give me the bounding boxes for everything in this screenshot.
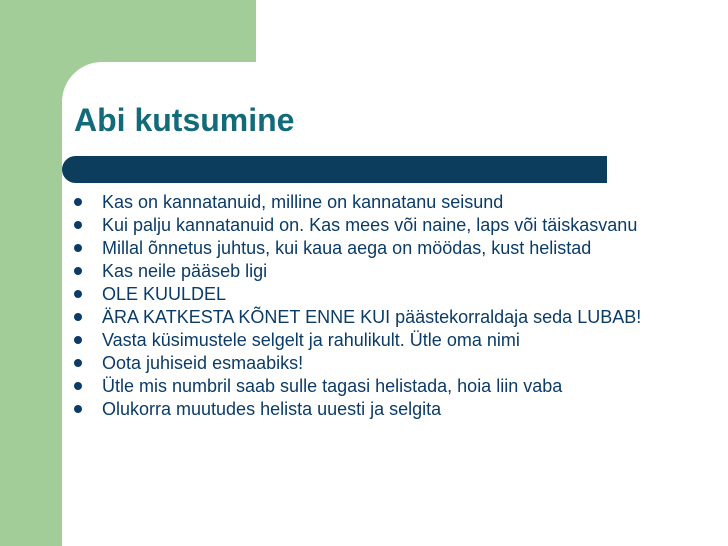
bullet-dot-icon [74, 359, 82, 367]
bullet-item [74, 286, 674, 302]
bullet-item [74, 263, 674, 279]
bullet-text: Kas neile pääseb ligi [102, 261, 268, 281]
bullet-item [74, 401, 674, 417]
bullet-list [74, 194, 674, 424]
bullet-item [74, 378, 674, 394]
bullet-item [74, 240, 674, 256]
bullet-dot-icon [74, 405, 82, 413]
bullet-item [74, 355, 674, 371]
bullet-text: ÄRA KATKESTA KÕNET ENNE KUI päästekorraldaja seda LUBAB! [102, 307, 642, 327]
bullet-dot-icon [74, 290, 82, 298]
bullet-text: Kui palju kannatanuid on. Kas mees või naine, laps või täiskasvanu [102, 215, 638, 235]
bullet-text: Oota juhiseid esmaabiks! [102, 353, 304, 373]
bullet-dot-icon [74, 244, 82, 252]
bullet-dot-icon [74, 382, 82, 390]
bullet-dot-icon [74, 198, 82, 206]
bullet-text: Ütle mis numbril saab sulle tagasi helistada, hoia liin vaba [102, 376, 563, 396]
bullet-dot-icon [74, 313, 82, 321]
bullet-text: OLE KUULDEL [102, 284, 227, 304]
bullet-dot-icon [74, 336, 82, 344]
bullet-text: Olukorra muutudes helista uuesti ja selgita [102, 399, 442, 419]
bullet-item [74, 309, 674, 325]
bullet-item [74, 332, 674, 348]
bullet-item [74, 217, 674, 233]
title-underline-bar [62, 156, 607, 183]
bullet-text: Millal õnnetus juhtus, kui kaua aega on möödas, kust helistad [102, 238, 592, 258]
bullet-text: Kas on kannatanuid, milline on kannatanu seisund [102, 192, 504, 212]
bullet-dot-icon [74, 267, 82, 275]
bullet-dot-icon [74, 221, 82, 229]
slide-title: Abi kutsumine [74, 102, 295, 138]
bullet-text: Vasta küsimustele selgelt ja rahulikult. Ütle oma nimi [102, 330, 520, 350]
bullet-item [74, 194, 674, 210]
